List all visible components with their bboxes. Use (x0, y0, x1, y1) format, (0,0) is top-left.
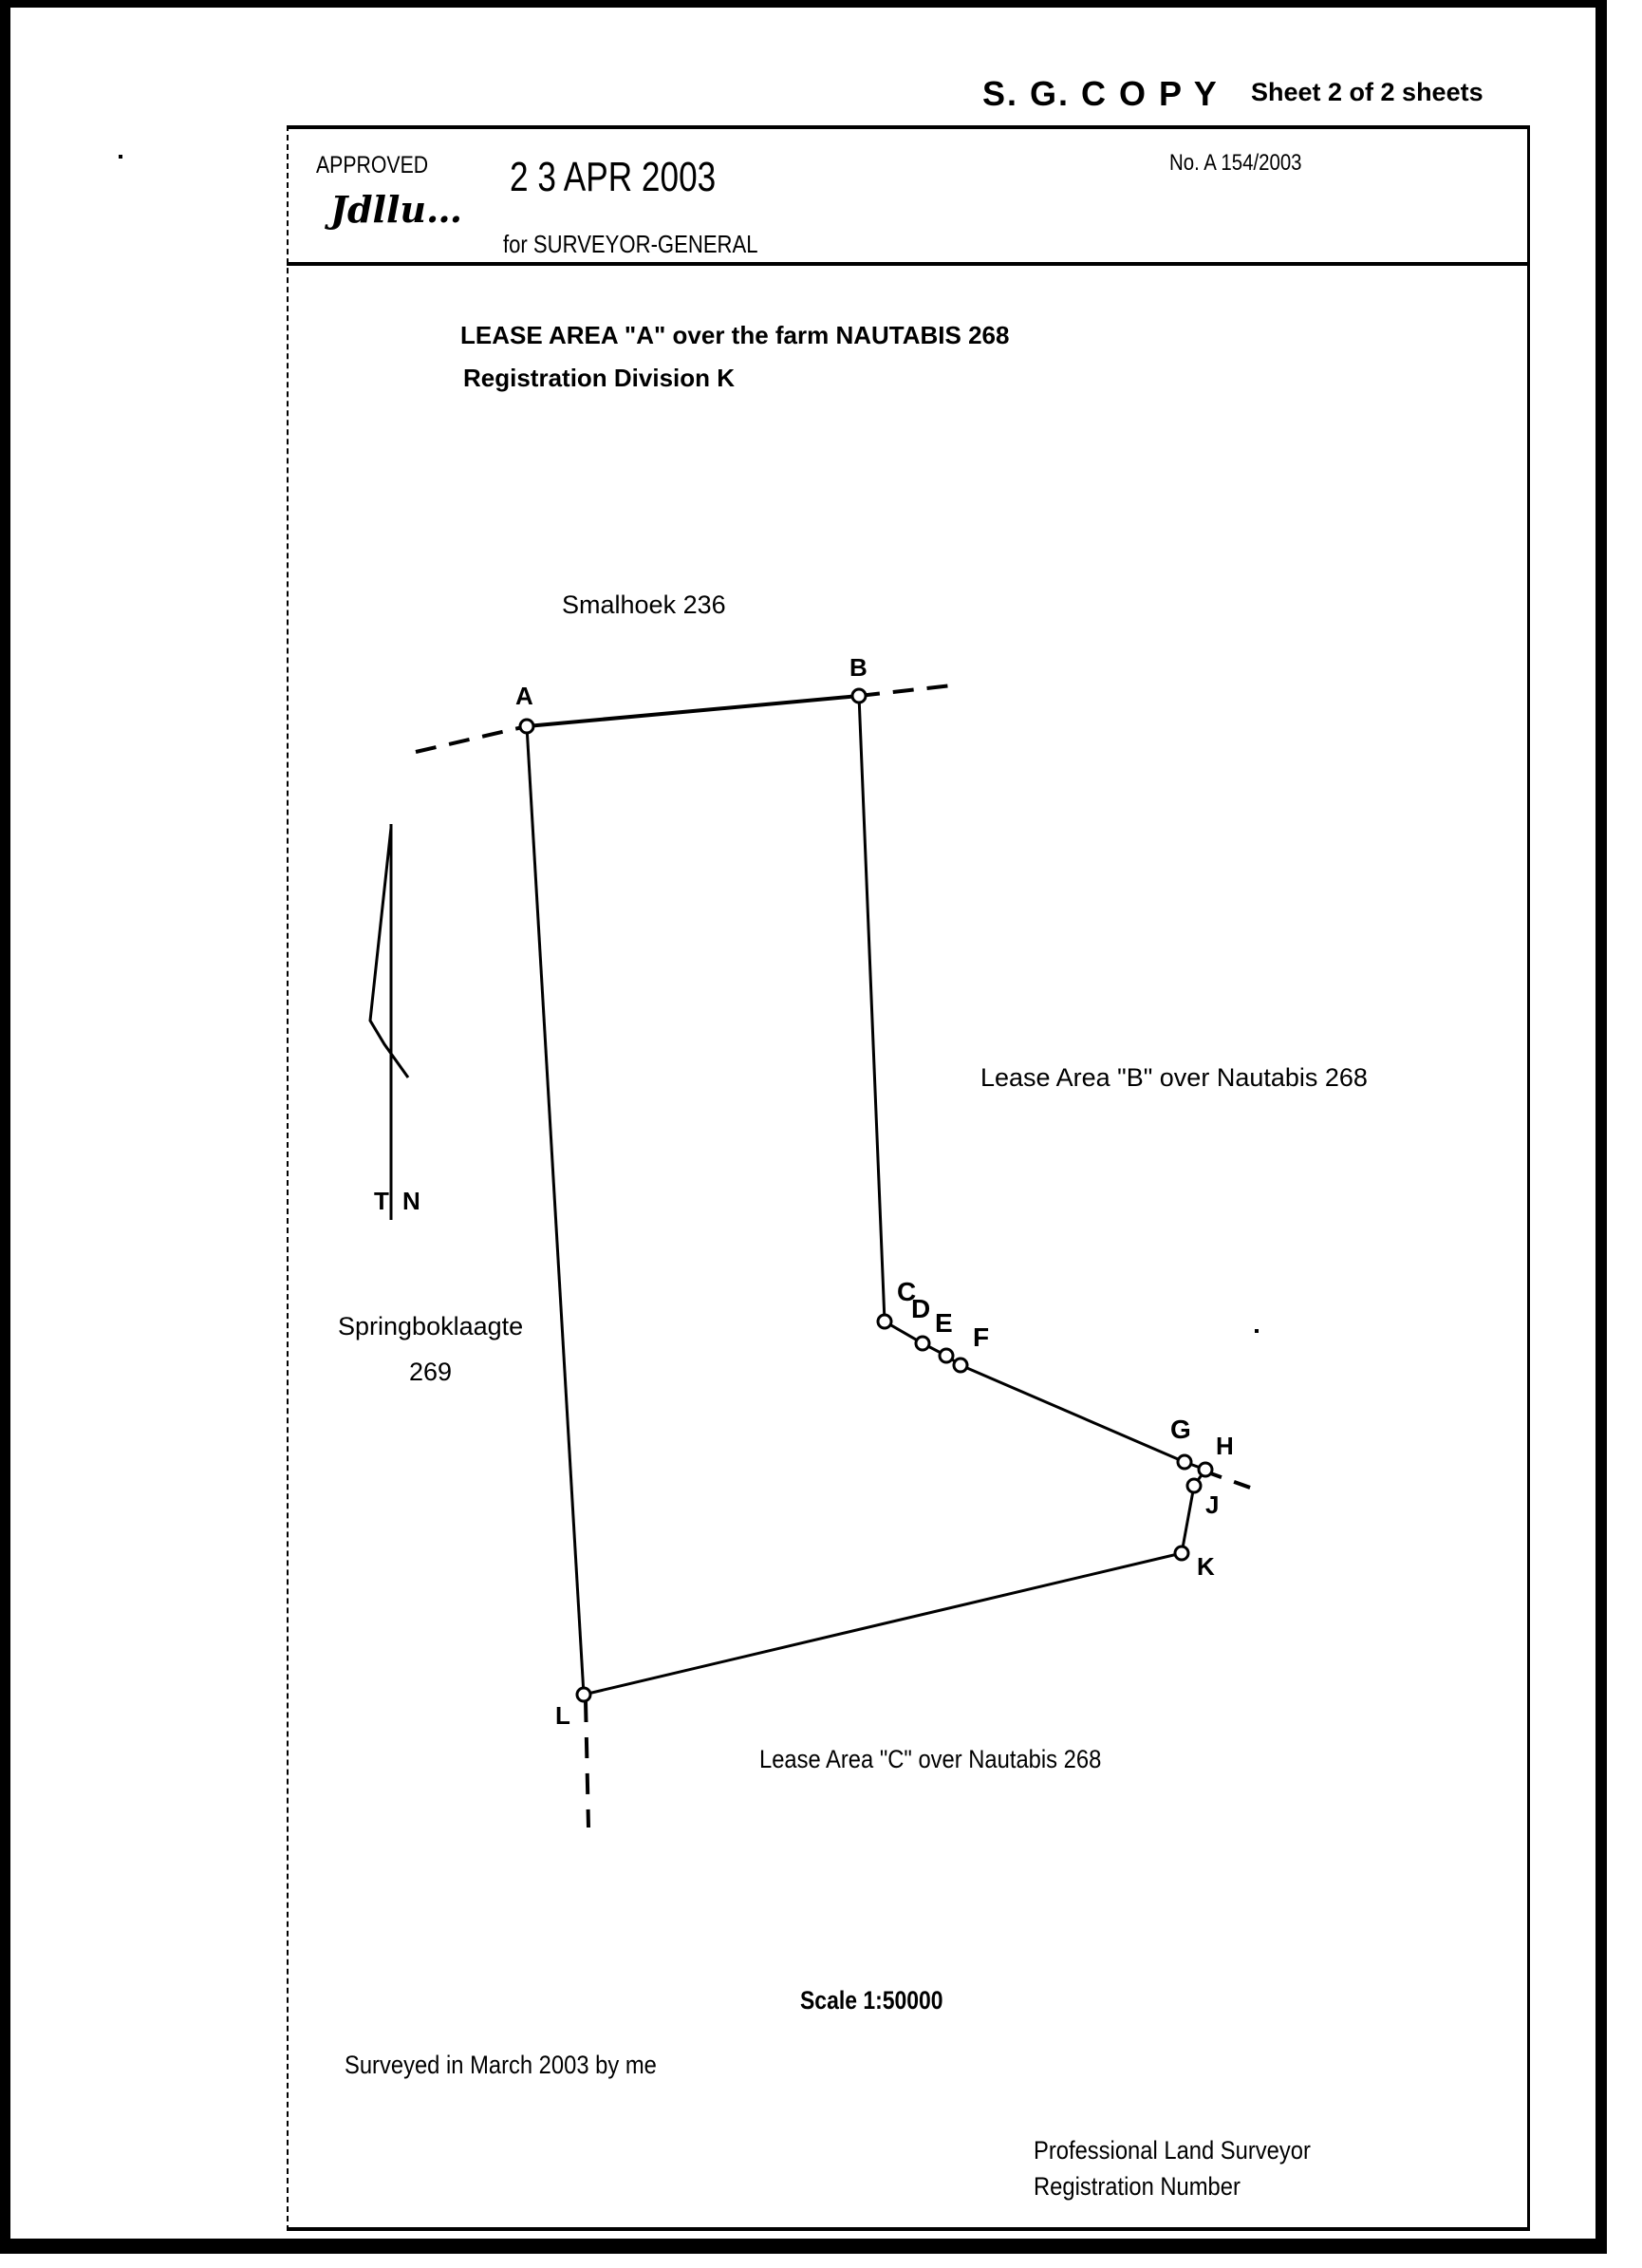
beacon-label-h: H (1216, 1432, 1234, 1460)
surveyor-registration: Registration Number (1034, 2172, 1241, 2201)
beacon-g (1178, 1455, 1191, 1469)
beacon-label-a: A (515, 682, 533, 710)
neighbour-north: Smalhoek 236 (562, 590, 726, 619)
surveyor-title: Professional Land Surveyor (1034, 2136, 1311, 2165)
scale-label: Scale 1:50000 (800, 1986, 943, 2015)
beacon-k (1175, 1546, 1188, 1560)
registration-division: Registration Division K (463, 364, 736, 392)
sheet-info: Sheet 2 of 2 sheets (1251, 78, 1483, 106)
north-arrow-head (370, 828, 408, 1078)
boundary-extension-h (1205, 1471, 1253, 1489)
boundary-extension-l (586, 1701, 588, 1828)
signature: Jdllu… (330, 188, 463, 231)
beacon-e (940, 1349, 953, 1362)
beacon-j (1187, 1479, 1201, 1492)
diagram-number: No. A 154/2003 (1169, 150, 1302, 176)
beacon-label-k: K (1197, 1552, 1215, 1581)
neighbour-west: Springboklaagte (338, 1312, 524, 1340)
surveyed-statement: Surveyed in March 2003 by me (345, 2051, 657, 2079)
beacon-label-l: L (555, 1701, 570, 1730)
beacon-d (916, 1337, 929, 1350)
beacon-f (954, 1359, 967, 1372)
sg-copy-stamp: S. G. C O P Y (982, 74, 1219, 113)
beacon-label-f: F (973, 1322, 990, 1352)
neighbour-south: Lease Area "C" over Nautabis 268 (759, 1745, 1102, 1773)
north-arrow-t: T (374, 1187, 389, 1215)
boundary-extension-west (416, 726, 527, 752)
beacon-a (520, 720, 533, 733)
beacon-label-e: E (935, 1308, 953, 1338)
beacon-c (878, 1315, 891, 1328)
neighbour-west-number: 269 (409, 1358, 453, 1386)
approved-label: APPROVED (316, 152, 429, 178)
beacon-b (852, 689, 866, 703)
diagram-title: LEASE AREA "A" over the farm NAUTABIS 268 (460, 321, 1010, 349)
for-surveyor-general: for SURVEYOR-GENERAL (503, 230, 758, 258)
beacon-label-d: D (911, 1294, 931, 1323)
beacon-label-c: C (897, 1277, 917, 1306)
north-arrow-n: N (402, 1187, 420, 1215)
beacon-l (577, 1688, 590, 1701)
beacon-label-g: G (1170, 1415, 1191, 1444)
beacon-h (1199, 1463, 1212, 1476)
approval-date-stamp: 2 3 APR 2003 (510, 154, 717, 200)
neighbour-east: Lease Area "B" over Nautabis 268 (980, 1063, 1368, 1092)
beacon-label-b: B (849, 653, 868, 682)
boundary-extension-east (859, 684, 961, 696)
beacon-label-j: J (1205, 1490, 1220, 1519)
